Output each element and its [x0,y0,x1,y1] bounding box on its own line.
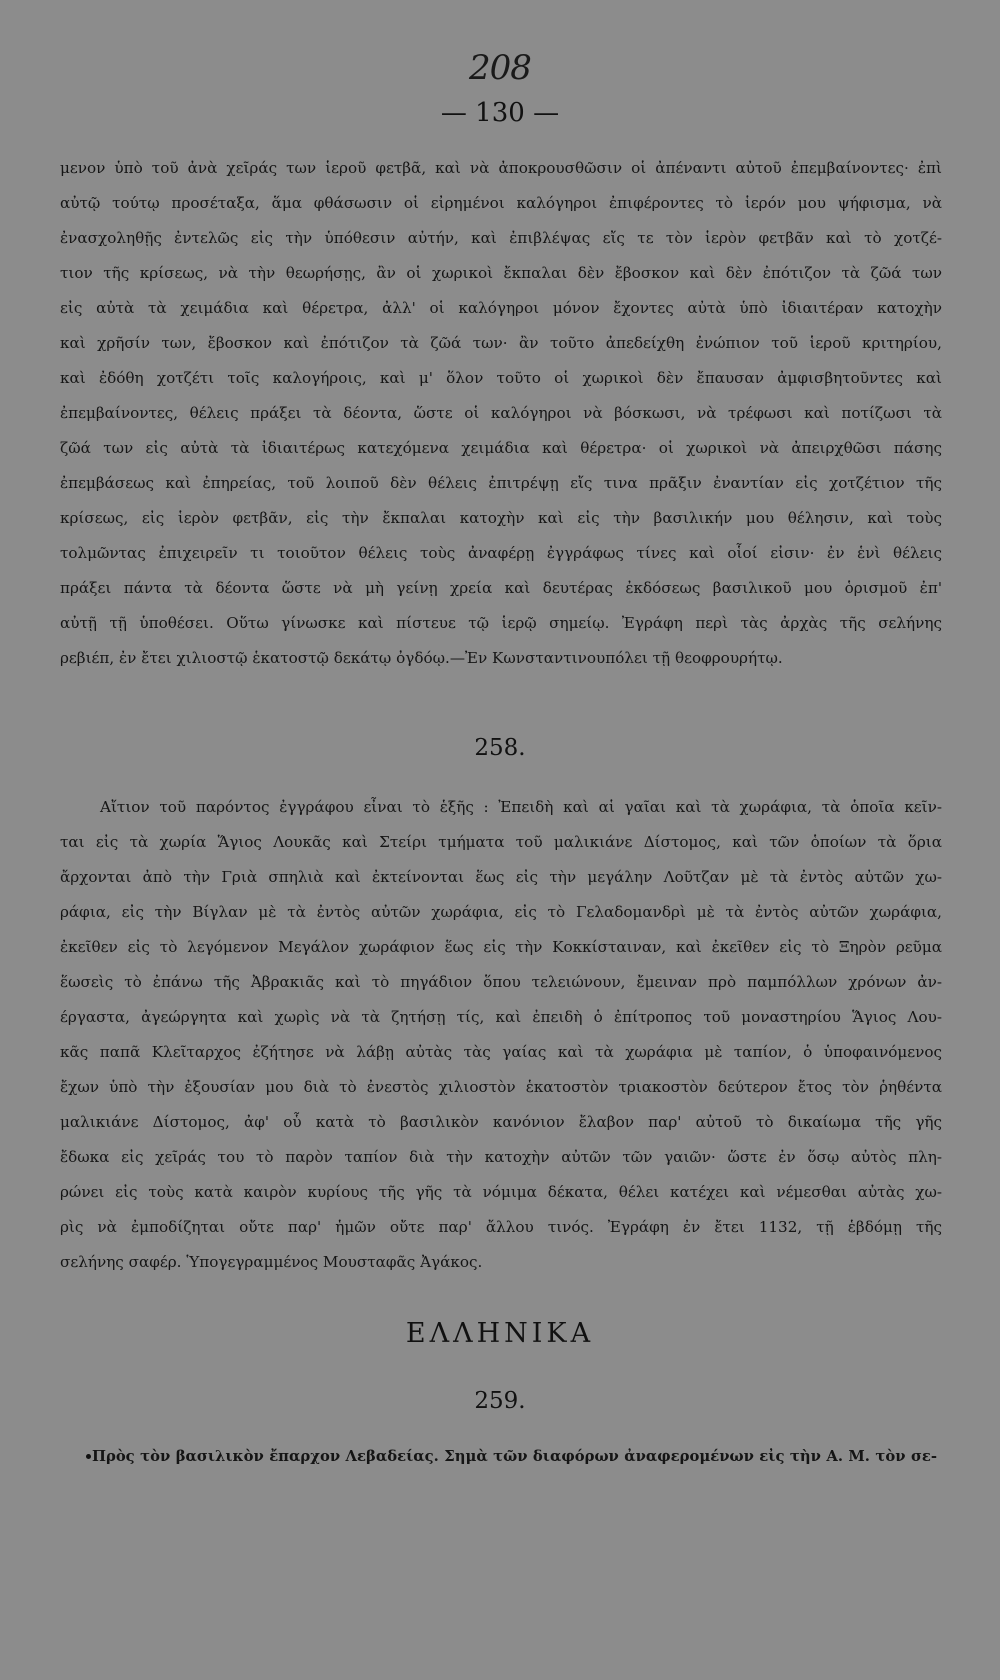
text-line: Αἴτιον τοῦ παρόντος ἐγγράφου εἶναι τὸ ἑξῆς : Ἐπειδὴ καὶ αἱ γαῖαι καὶ τὰ χωράφια, τὰ ὁποῖα κεῖν- [100,798,942,816]
page-number: — 130 — [440,98,560,128]
text-line: ἄρχονται ἀπὸ τὴν Γριὰ σπηλιὰ καὶ ἐκτείνονται ἕως εἰς τὴν μεγάλην Λοῦτζαν μὲ τὰ ἐντὸς αὐτῶν χω- [60,868,942,886]
text-line: ρεβιέπ, ἐν ἔτει χιλιοστῷ ἑκατοστῷ δεκάτῳ ὀγδόῳ.—Ἐν Κωνσταντινουπόλει τῇ θεοφρουρήτῳ. [60,649,783,667]
text-line: ἔδωκα εἰς χεῖράς του τὸ παρὸν ταπίον διὰ τὴν κατοχὴν αὐτῶν τῶν γαιῶν· ὥστε ἐν ὅσῳ αὐτὸς πλη- [60,1148,942,1166]
text-line: ἐκεῖθεν εἰς τὸ λεγόμενον Μεγάλον χωράφιον ἕως εἰς τὴν Κοκκίσταιναν, καὶ ἐκεῖθεν εἰς τὸ Ξηρὸν ρεῦμα [60,938,942,956]
document-258-text [60,790,942,1280]
text-line: ρὶς νὰ ἐμποδίζηται οὔτε παρ' ἡμῶν οὔτε παρ' ἄλλου τινός. Ἐγράφη ἐν ἔτει 1132, τῇ ἑβδόμῃ τῆς [60,1218,942,1236]
document-number-259: 259. [474,1388,526,1414]
text-line: έργαστα, ἀγεώργητα καὶ χωρὶς νὰ τὰ ζητήσῃ τίς, καὶ ἐπειδὴ ὁ ἐπίτροπος τοῦ μοναστηρίου Ἅγιος Λου- [60,1008,942,1026]
text-line: αὐτῇ τῇ ὑποθέσει. Οὕτω γίνωσκε καὶ πίστευε τῷ ἱερῷ σημείῳ. Ἐγράφη περὶ τὰς ἀρχὰς τῆς σελήνης [60,614,942,632]
text-line: ἐνασχοληθῇς ἐντελῶς εἰς τὴν ὑπόθεσιν αὐτήν, καὶ ἐπιβλέψας εἴς τε τὸν ἱερὸν φετβᾶν καὶ τὸ χοτζέ- [60,229,942,247]
text-line: ρώνει εἰς τοὺς κατὰ καιρὸν κυρίους τῆς γῆς τὰ νόμιμα δέκατα, θέλει κατέχει καὶ νέμεσθαι αὐτὰς χω- [60,1183,942,1201]
text-line: εἰς αὐτὰ τὰ χειμάδια καὶ θέρετρα, ἀλλ' οἱ καλόγηροι μόνον ἔχοντες αὐτὰ ὑπὸ ἰδιαιτέραν κατοχὴν [60,299,942,317]
document-257-text [60,151,942,676]
text-line: ἕωσεὶς τὸ ἐπάνω τῆς Ἀβρακιᾶς καὶ τὸ πηγάδιον ὅπου τελειώνουν, ἔμειναν πρὸ παμπόλλων χρόνων ἀν- [60,973,942,991]
text-line: ἐπεμβάσεως καὶ ἐπηρείας, τοῦ λοιποῦ δὲν θέλεις ἐπιτρέψῃ εἴς τινα πρᾶξιν ἐναντίαν εἰς χοτζέτιον τῆς [60,474,942,492]
document-259-first-line: Πρὸς τὸν βασιλικὸν ἔπαρχον Λεβαδείας. Σημὰ τῶν διαφόρων ἀναφερομένων εἰς τὴν Α. Μ. τὸν σε- [92,1448,937,1465]
section-heading: ΕΛΛΗΝΙΚΑ [405,1318,595,1349]
document-number-258: 258. [474,735,526,761]
handwritten-page-number: 208 [469,48,531,88]
text-line: τιον τῆς κρίσεως, νὰ τὴν θεωρήσῃς, ἂν οἱ χωρικοὶ ἔκπαλαι δὲν ἔβοσκον καὶ δὲν ἐπότιζον τὰ ζῶά των [60,264,942,282]
text-line: κᾶς παπᾶ Κλεῖταρχος ἐζήτησε νὰ λάβῃ αὐτὰς τὰς γαίας καὶ τὰ χωράφια μὲ ταπίον, ὁ ὑποφαινόμενος [60,1043,942,1061]
text-line: ράφια, εἰς τὴν Βίγλαν μὲ τὰ ἐντὸς αὐτῶν χωράφια, εἰς τὸ Γελαδομανδρὶ μὲ τὰ ἐντὸς αὐτῶν χωράφια, [60,903,942,921]
text-line: κρίσεως, εἰς ἱερὸν φετβᾶν, εἰς τὴν ἔκπαλαι κατοχὴν καὶ εἰς τὴν βασιλικήν μου θέλησιν, καὶ τοὺς [60,509,942,527]
footnote-mark [86,1454,91,1459]
text-line: ζῶά των εἰς αὐτὰ τὰ ἰδιαιτέρως κατεχόμενα χειμάδια καὶ θέρετρα· οἱ χωρικοὶ νὰ ἀπειρχθῶσι πάσης [60,439,942,457]
text-line: ἐπεμβαίνοντες, θέλεις πράξει τὰ δέοντα, ὥστε οἱ καλόγηροι νὰ βόσκωσι, νὰ τρέφωσι καὶ ποτίζωσι τὰ [60,404,942,422]
text-line: σελήνης σαφέρ. Ὑπογεγραμμένος Μουσταφᾶς Ἀγάκος. [60,1253,483,1271]
text-line: ἔχων ὑπὸ τὴν ἐξουσίαν μου διὰ τὸ ἐνεστὸς χιλιοστὸν ἑκατοστὸν τριακοστὸν δεύτερον ἔτος τὸν ῥηθέντα [60,1078,942,1096]
text-line: τολμῶντας ἐπιχειρεῖν τι τοιοῦτον θέλεις τοὺς ἀναφέρῃ ἐγγράφως τίνες καὶ οἷοί εἰσιν· ἐν ἑνὶ θέλεις [60,544,942,562]
text-line: καὶ χρῆσίν των, ἔβοσκον καὶ ἐπότιζον τὰ ζῶά των· ἂν τοῦτο ἀπεδείχθη ἐνώπιον τοῦ ἱεροῦ κριτηρίου, [60,334,942,352]
text-line: μαλικιάνε Δίστομος, ἀφ' οὗ κατὰ τὸ βασιλικὸν κανόνιον ἔλαβον παρ' αὐτοῦ τὸ δικαίωμα τῆς γῆς [60,1113,942,1131]
text-line: ται εἰς τὰ χωρία Ἅγιος Λουκᾶς καὶ Στείρι τμήματα τοῦ μαλικιάνε Δίστομος, καὶ τῶν ὁποίων τὰ ὅρια [60,833,942,851]
text-line: αὐτῷ τούτῳ προσέταξα, ἅμα φθάσωσιν οἱ εἰρημένοι καλόγηροι ἐπιφέροντες τὸ ἱερόν μου ψήφισμα, νὰ [60,194,942,212]
text-line: πράξει πάντα τὰ δέοντα ὥστε νὰ μὴ γείνῃ χρεία καὶ δευτέρας ἐκδόσεως βασιλικοῦ μου ὁρισμοῦ ἐπ' [60,579,942,597]
text-line: καὶ ἐδόθη χοτζέτι τοῖς καλογήροις, καὶ μ' ὅλον τοῦτο οἱ χωρικοὶ δὲν ἔπαυσαν ἀμφισβητοῦντες καὶ [60,369,942,387]
text-line: μενον ὑπὸ τοῦ ἀνὰ χεῖράς των ἱεροῦ φετβᾶ, καὶ νὰ ἀποκρουσθῶσιν οἱ ἀπέναντι αὐτοῦ ἐπεμβαίνοντες· ἐπὶ [60,159,942,177]
